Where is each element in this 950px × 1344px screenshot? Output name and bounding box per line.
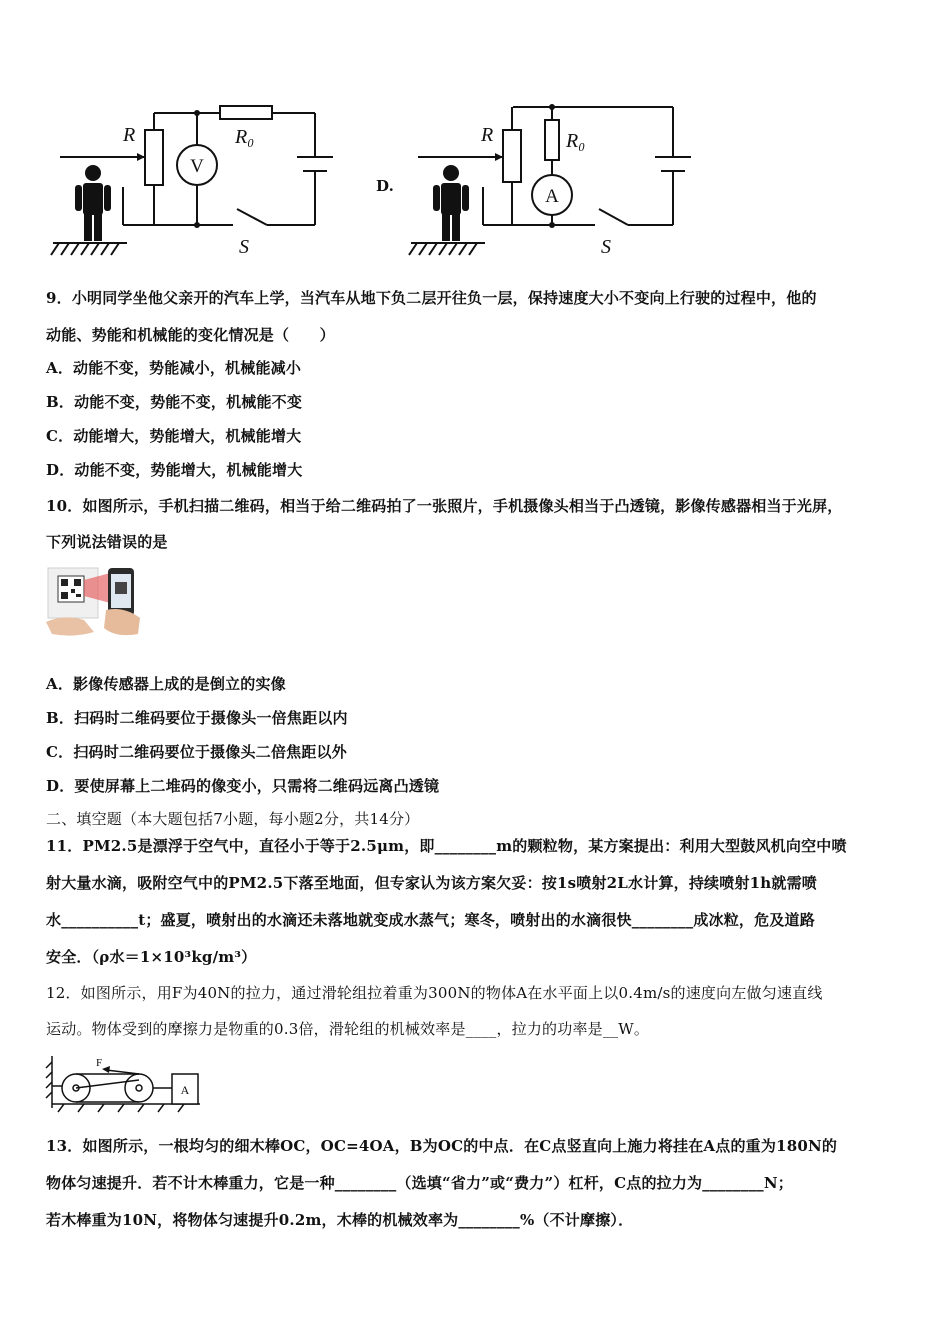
svg-text:R: R xyxy=(123,124,136,146)
q13-text: 物体匀速提升．若不计木棒重力，它是一种________（选填“省力”或“费力”）杠杆，C点的拉力为________N； xyxy=(46,1174,793,1192)
svg-text:V: V xyxy=(190,156,204,177)
q9-stem: 9．小明同学坐他父亲开的汽车上学，当汽车从地下负二层开往负一层，保持速度大小不变向上行驶的过程中，他的 xyxy=(46,289,817,307)
q9-option-b: B．动能不变，势能不变，机械能不变 xyxy=(46,393,303,411)
q11-text: 安全．（ρ水＝1×10³kg/m³） xyxy=(46,948,257,966)
q10-option-b: B．扫码时二维码要位于摄像头一倍焦距以内 xyxy=(46,709,348,727)
q11-text: 水__________t；盛夏，喷射出的水滴还未落地就变成水蒸气；寒冬，喷射出的水滴很快________成冰粒，危及道路 xyxy=(46,911,815,929)
pulley-system-diagram xyxy=(44,1052,204,1114)
q12-text: 12．如图所示，用F为40N的拉力，通过滑轮组拉着重为300N的物体A在水平面上以0.4m/s的速度向左做匀速直线 xyxy=(46,984,823,1002)
svg-text:A: A xyxy=(545,186,559,207)
q9-option-c: C．动能增大，势能增大，机械能增大 xyxy=(46,427,302,445)
person-icon xyxy=(75,165,111,241)
svg-text:R: R xyxy=(481,124,494,146)
option-d-label: D. xyxy=(376,177,395,195)
q9-option-d: D．动能不变，势能增大，机械能增大 xyxy=(46,461,303,479)
svg-text:S: S xyxy=(239,236,249,258)
q10-stem: 10．如图所示，手机扫描二维码，相当于给二维码拍了一张照片，手机摄像头相当于凸透镜，影像传感器相当于光屏， xyxy=(46,497,843,515)
q11-text: 11．PM2.5是漂浮于空气中，直径小于等于2.5μm，即________m的颗粒物，某方案提出：利用大型鼓风机向空中喷 xyxy=(46,837,847,855)
q10-option-a: A．影像传感器上成的是倒立的实像 xyxy=(46,675,286,693)
q9-option-a: A．动能不变，势能减小，机械能减小 xyxy=(46,359,302,377)
q12-text: 运动。物体受到的摩擦力是物重的0.3倍，滑轮组的机械效率是____，拉力的功率是__W。 xyxy=(46,1020,650,1038)
section-heading: 二、填空题（本大题包括7小题，每小题2分，共14分） xyxy=(46,810,420,828)
person-icon xyxy=(433,165,469,241)
q11-text: 射大量水滴，吸附空气中的PM2.5下落至地面，但专家认为该方案欠妥：按1s喷射2L水计算，持续喷射1h就需喷 xyxy=(46,874,817,892)
q13-text: 若木棒重为10N，将物体匀速提升0.2m，木棒的机械效率为________%（不计摩擦）． xyxy=(46,1211,634,1229)
svg-text:F: F xyxy=(96,1057,103,1069)
svg-text:R₀: R₀ xyxy=(235,126,255,148)
svg-text:A: A xyxy=(180,1083,190,1097)
svg-text:R₀: R₀ xyxy=(566,130,586,152)
circuit-diagram-voltmeter xyxy=(45,95,335,265)
q9-stem: 动能、势能和机械能的变化情况是（ ） xyxy=(46,326,335,344)
q10-option-d: D．要使屏幕上二堆码的像变小，只需将二维码远离凸透镜 xyxy=(46,777,440,795)
q10-option-c: C．扫码时二维码要位于摄像头二倍焦距以外 xyxy=(46,743,347,761)
q10-stem: 下列说法错误的是 xyxy=(46,533,168,551)
q13-text: 13．如图所示，一根均匀的细木棒OC，OC=4OA，B为OC的中点．在C点竖直向上施力将挂在A点的重为180N的 xyxy=(46,1137,838,1155)
svg-text:S: S xyxy=(601,236,611,258)
circuit-diagram-ammeter xyxy=(403,95,693,265)
qr-scan-photo xyxy=(44,562,144,638)
